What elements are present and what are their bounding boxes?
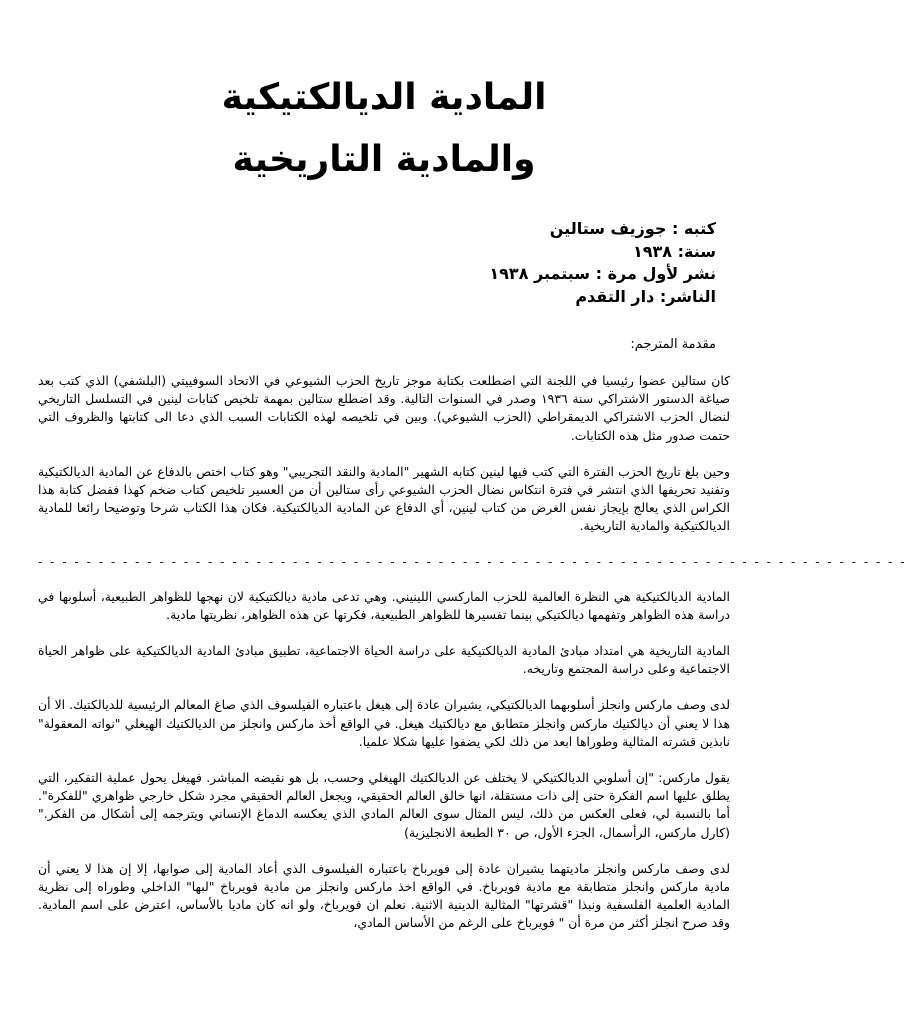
meta-publisher: الناشر: دار التقدم (575, 286, 716, 306)
paragraph-5: لدى وصف ماركس وانجلز أسلوبهما الديالكتيكي، يشيران عادة إلى هيغل باعتباره الفيلسوف الذي صاغ المعالم الرئيسية للديالكتيك. الا أن هذا لا يعني أن ديالكتيك ماركس وانجلز متطابق مع ديالكتيك هيغل. في الواقع أخذ ماركس وانجلز من الديالكتيك الهيغلي "نواته المعقولة" نابذين قشرته المثالية وطوراها ابعد من ذلك لكي يضفوا عليها شكلا علميا. (38, 697, 730, 749)
title-line-2: والمادية التاريخية (232, 139, 536, 180)
meta-year: سنة: ١٩٣٨ (633, 241, 716, 261)
translator-intro-label: مقدمة المترجم: (630, 337, 716, 352)
paragraph-4: المادية التاريخية هي امتداد مبادئ المادية الديالكتيكية على دراسة الحياة الاجتماعية، تطبيق مبادئ المادية الديالكتيكية على ظواهر الحياة الاجتماعية وعلى دراسة المجتمع وتاريخه. (38, 643, 730, 677)
title-line-1: المادية الديالكتيكية (221, 77, 547, 118)
publication-meta (296, 218, 716, 308)
paragraph-2: وحين بلغ تاريخ الحزب الفترة التي كتب فيها لينين كتابه الشهير "المادية والنقد التجريبي" وهو كتاب اختص بالدفاع عن المادية الديالكتيكية وتفنيد تحريفها الذي انتشر في فترة انتكاس نضال الحزب الشيوعي رأى ستالين أن من العسير تلخيص كتاب ضخم كهذا ففضل كتابة هذا الكراس الذي يعالج بإيجاز نفس الغرض من كتاب لينين، أي الدفاع عن المادية الديالكتيكية. فكان هذا الكتاب شرحا وتوضيحا رائعا للمادية الديالكتيكية والمادية التاريخية. (38, 463, 730, 534)
section-separator: - - - - - - - - - - - - - - - - - - - - - - - - - - - - - - - - - - - - - - - - - - - - - - - - - - - - - - - - - - - - - - - - - - - - - - - - (38, 554, 907, 569)
paragraph-1: كان ستالين عضوا رئيسيا في اللجنة التي اضطلعت بكتابة موجز تاريخ الحزب الشيوعي في الاتحاد السوفييتي (البلشفي) الذي كتب بعد صياغة الدستور الاشتراكي سنة ١٩٣٦ وصدر في السنوات التالية. وقد اضطلع ستالين بمهمة تلخيص كتابات لينين في التسلسل التاريخي لنضال الحزب الاشتراكي الديمقراطي (الحزب الشيوعي). وبين في تلخيصه لهذه الكتابات السبب الذي دعا الى كتابتها والظروف التي حتمت صدور مثل هذه الكتابات. (38, 373, 730, 443)
paragraph-7: لدى وصف ماركس وانجلز ماديتهما يشيران عادة إلى فويرباخ باعتباره الفيلسوف الذي أعاد المادية إلى صوابها، إلا إن هذا لا يعني أن مادية ماركس وانجلز متطابقة مع مادية فويرباخ. في الواقع اخذ ماركس وانجلز من مادية فويرباخ "لبها" الداخلي وطوراه إلى نظرية المادية العلمية الفلسفية ونبذا "قشرتها" المثالية الدينية الاثنية. نعلم ان فويرباخ، ولو انه كان ماديا بالأساس، اعترض على اسم المادية. وقد صرح انجلز أكثر من مرة أن " فويرباخ على الرغم من الأساس المادي، (38, 860, 730, 931)
paragraph-3: المادية الديالكتيكية هي النظرة العالمية للحزب الماركسي اللينيني. وهي تدعى مادية ديالكتيكية لان نهجها للظواهر الطبيعية، أسلوبها في دراسة هذه الظواهر وتفهمها ديالكتيكي بينما تفسيرها للظواهر الطبيعية، فكرتها عن هذه الظواهر، نظريتها مادية. (38, 588, 730, 622)
paragraph-6: يقول ماركس: "إن أسلوبي الديالكتيكي لا يختلف عن الديالكتيك الهيغلي وحسب، بل هو نقيضه المباشر. فهيغل يحول عملية التفكير، التي يطلق عليها اسم الفكرة حتى إلى ذات مستقلة، انها خالق العالم الحقيقي، ويجعل العالم الحقيقي مجرد شكل خارجي ظواهري "للفكرة". أما بالنسبة لي، فعلى العكس من ذلك، ليس المثال سوى العالم المادي الذي يعكسه الدماغ الإنساني ويترجمه إلى أشكال من الفكر." (كارل ماركس، الرأسمال، الجزء الأول، ص ٣٠ الطبعة الانجليزية) (38, 770, 730, 840)
meta-first-published: نشر لأول مرة : سبتمبر ١٩٣٨ (489, 264, 716, 283)
meta-author: كتبه : جوزيف ستالين (549, 219, 716, 238)
document-body (38, 372, 907, 951)
